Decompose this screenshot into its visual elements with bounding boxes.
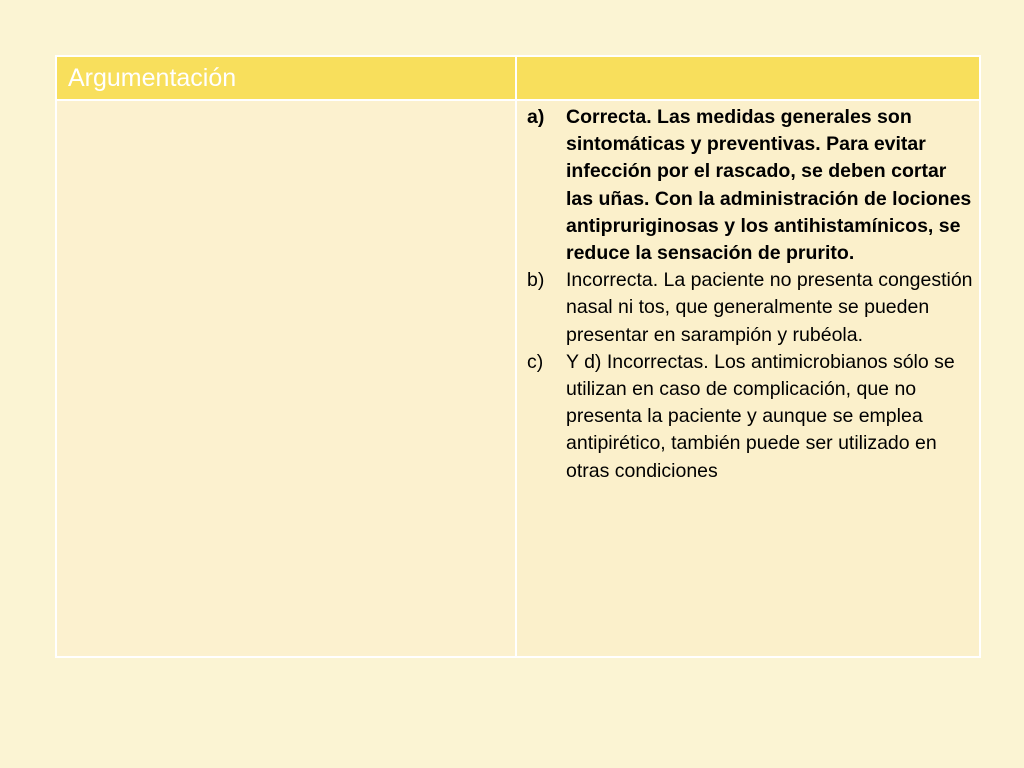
answer-list — [517, 101, 979, 485]
answer-text: Incorrecta. La paciente no presenta congestión nasal ni tos, que generalmente se pueden presentar en sarampión y rubéola. — [566, 269, 973, 346]
body-cell-right — [516, 100, 980, 657]
answer-marker: b) — [527, 269, 545, 292]
answer-item-c — [527, 349, 979, 485]
answer-marker: a) — [527, 106, 545, 128]
answer-item-a — [527, 104, 979, 267]
answer-text: Correcta. Las medidas generales son sintomáticas y preventivas. Para evitar infección por el rascado, se deben cortar las uñas. Con la administración de lociones antipruriginosas y los antihistamínicos, se reduce la sensación de prurito. — [566, 106, 972, 265]
table-body-row — [56, 100, 980, 657]
body-cell-left — [56, 100, 516, 657]
answer-marker: c) — [527, 350, 544, 373]
answer-item-b — [527, 267, 979, 349]
header-cell-left — [56, 56, 516, 100]
table-title: Argumentación — [68, 64, 237, 92]
header-cell-right — [516, 56, 980, 100]
argumentation-table — [55, 55, 981, 658]
table-header-row — [56, 56, 980, 100]
answer-text: Y d) Incorrectas. Los antimicrobianos sólo se utilizan en caso de complicación, que no presenta la paciente y aunque se emplea antipirético, también puede ser utilizado en otras condiciones — [566, 350, 955, 482]
